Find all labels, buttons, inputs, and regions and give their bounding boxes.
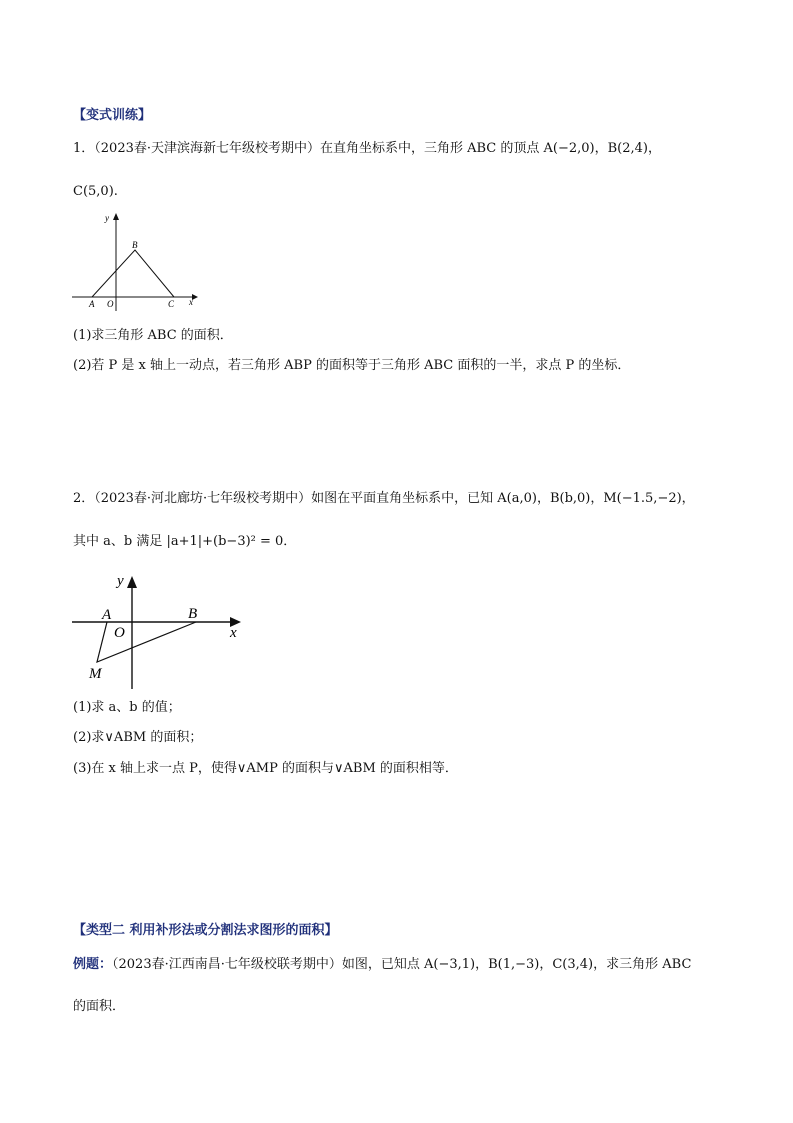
q1-statement-line2: C(5,0).	[73, 184, 118, 199]
q2-statement-line2: 其中 a、b 满足 |a+1|+(b−3)² = 0．	[73, 534, 297, 549]
section-heading-variant-training: 【变式训练】	[73, 108, 152, 123]
q2-part2: (2)求∨ABM 的面积；	[73, 730, 203, 745]
q1-label-B: B	[132, 240, 138, 250]
q1-statement-line1: 1．（2023春·天津滨海新七年级校考期中）在直角坐标系中，三角形 ABC 的顶点 A(−2,0)，B(2,4)，	[73, 141, 661, 156]
section-heading-type-two: 【类型二 利用补形法或分割法求图形的面积】	[73, 923, 338, 938]
q1-coordinate-figure	[68, 210, 203, 312]
q1-part1: (1)求三角形 ABC 的面积．	[73, 328, 233, 343]
q2-y-axis-arrow	[127, 576, 137, 588]
q2-coordinate-figure	[66, 568, 256, 690]
q2-label-B: B	[188, 606, 198, 622]
q1-label-A: A	[89, 299, 95, 309]
q1-label-C: C	[168, 299, 175, 309]
q2-triangle-abm	[97, 622, 196, 662]
q2-label-y: y	[117, 573, 124, 589]
q2-label-A: A	[102, 607, 112, 623]
q1-triangle-abc	[92, 250, 174, 297]
example-label: 例题：	[73, 957, 113, 972]
example-line2: 的面积．	[73, 999, 126, 1014]
q2-label-x: x	[230, 625, 237, 641]
q1-label-O: O	[107, 299, 114, 309]
q2-part1: (1)求 a、b 的值；	[73, 700, 181, 715]
q2-label-M: M	[89, 666, 102, 682]
q2-label-O: O	[114, 625, 125, 641]
example-text-line1: （2023春·江西南昌·七年级校联考期中）如图，已知点 A(−3,1)，B(1,−3)，C(3,4)，求三角形 ABC	[112, 957, 692, 972]
q2-part3: (3)在 x 轴上求一点 P，使得∨AMP 的面积与∨ABM 的面积相等．	[73, 761, 458, 776]
q1-label-x: x	[189, 297, 193, 307]
example-line1	[73, 956, 691, 974]
q1-y-axis-arrow	[113, 213, 119, 220]
q1-label-y: y	[105, 213, 109, 223]
q1-part2: (2)若 P 是 x 轴上一动点，若三角形 ABP 的面积等于三角形 ABC 面积的一半，求点 P 的坐标．	[73, 358, 631, 373]
q2-statement-line1: 2．（2023春·河北廊坊·七年级校考期中）如图在平面直角坐标系中，已知 A(a,0)，B(b,0)，M(−1.5,−2)，	[73, 491, 695, 506]
